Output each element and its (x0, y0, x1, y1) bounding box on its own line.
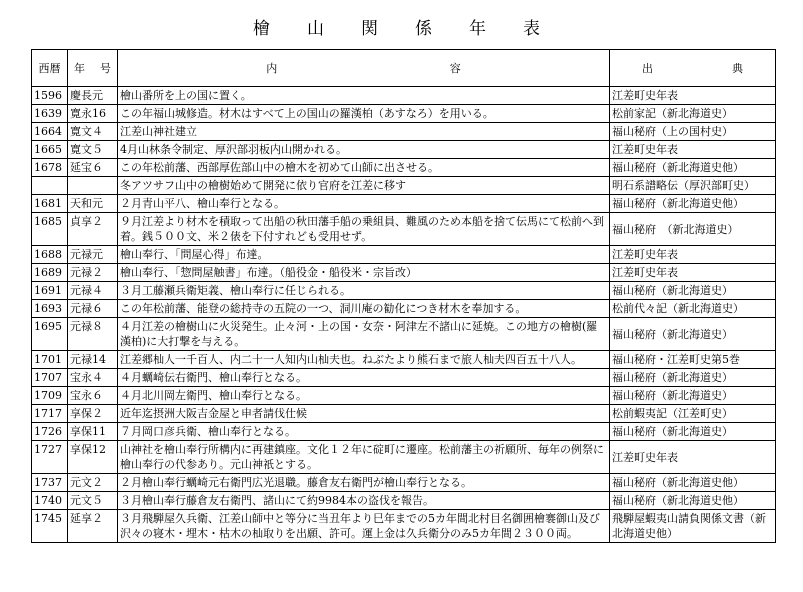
row-content: ２月檜山奉行蠣崎元右衛門広光退職。藤倉友右衛門が檜山奉行となる。 (118, 474, 610, 492)
header-content (118, 50, 610, 87)
row-year: 1693 (32, 300, 68, 318)
row-source: 福山秘府（新北海道史他） (610, 195, 776, 213)
table-row (32, 492, 776, 510)
row-content: ３月工藤瀬兵衛矩義、檜山奉行に任じられる。 (118, 282, 610, 300)
row-year: 1691 (32, 282, 68, 300)
table-row (32, 87, 776, 105)
row-source: 江差町史年表 (610, 246, 776, 264)
row-year: 1726 (32, 423, 68, 441)
row-era: 元禄８ (68, 318, 118, 351)
row-content: 近年迄摂洲大阪吉金屋と申者請伐仕候 (118, 405, 610, 423)
row-era: 天和元 (68, 195, 118, 213)
row-content: この年福山城修造。材木はすべて上の国山の羅漢柏（あすなろ）を用いる。 (118, 105, 610, 123)
table-row (32, 405, 776, 423)
row-content: 江差山神社建立 (118, 123, 610, 141)
row-content: ４月北川岡左衛門、檜山奉行となる。 (118, 387, 610, 405)
row-year: 1740 (32, 492, 68, 510)
row-year: 1596 (32, 87, 68, 105)
row-content: 冬アツサフ山中の檜樹始めて開発に依り官府を江差に移す (118, 177, 610, 195)
table-row (32, 159, 776, 177)
row-year: 1678 (32, 159, 68, 177)
row-content: ３月檜山奉行藤倉友右衛門、諸山にて約9984本の盗伐を報告。 (118, 492, 610, 510)
row-content: ４月蠣崎伝右衛門、檜山奉行となる。 (118, 369, 610, 387)
row-year: 1681 (32, 195, 68, 213)
row-source: 明石系譜略伝（厚沢部町史） (610, 177, 776, 195)
row-source: 福山秘府（新北海道史） (610, 318, 776, 351)
row-content: 山神社を檜山奉行所構内に再建鎮座。文化１２年に碇町に遷座。松前藩主の祈願所、毎年の例祭に檜山奉行の代参あり。元山神祇とする。 (118, 441, 610, 474)
row-year: 1717 (32, 405, 68, 423)
row-source: 福山秘府（新北海道史） (610, 369, 776, 387)
table-row (32, 318, 776, 351)
row-source: 福山秘府（新北海道史） (610, 423, 776, 441)
header-era-a: 年 (74, 61, 85, 75)
row-era: 寛文５ (68, 141, 118, 159)
row-source: 松前家記（新北海道史） (610, 105, 776, 123)
table-row (32, 351, 776, 369)
table-row (32, 441, 776, 474)
row-source: 江差町史年表 (610, 264, 776, 282)
table-row (32, 300, 776, 318)
row-source: 飛騨屋蝦夷山請負関係文書（新北海道史他） (610, 510, 776, 543)
table-row (32, 123, 776, 141)
row-era (68, 177, 118, 195)
row-era: 延享２ (68, 510, 118, 543)
row-content: 4月山林条令制定、厚沢部羽板内山開かれる。 (118, 141, 610, 159)
row-source: 江差町史年表 (610, 441, 776, 474)
row-content: ７月岡口彦兵衛、檜山奉行となる。 (118, 423, 610, 441)
row-era: 延宝６ (68, 159, 118, 177)
row-year: 1737 (32, 474, 68, 492)
chronology-table (31, 49, 776, 543)
row-source: 福山秘府（新北海道史） (610, 282, 776, 300)
row-year: 1689 (32, 264, 68, 282)
row-era: 元禄４ (68, 282, 118, 300)
row-year: 1695 (32, 318, 68, 351)
table-row (32, 195, 776, 213)
row-era: 貞享２ (68, 213, 118, 246)
row-source: 江差町史年表 (610, 141, 776, 159)
header-content-a: 内 (266, 61, 278, 75)
row-content: 江差郷杣人一千百人、内二十一人知内山杣夫也。ねぶたより熊石まで旅人杣夫四百五十八人。 (118, 351, 610, 369)
row-year: 1707 (32, 369, 68, 387)
row-source: 松前代々記（新北海道史） (610, 300, 776, 318)
row-year: 1665 (32, 141, 68, 159)
table-row (32, 474, 776, 492)
row-content: ３月飛騨屋久兵衛、江差山師中と等分に当丑年より巳年までの5カ年間北村目名御囲檜褰御山及び沢々の寝木・埋木・枯木の杣取りを出願、許可。運上金は久兵衛分のみ5カ年間２３００両。 (118, 510, 610, 543)
row-source: 福山秘府（新北海道史） (610, 387, 776, 405)
table-row (32, 246, 776, 264)
page-title: 檜 山 関 係 年 表 (253, 19, 550, 39)
row-era: 寛文４ (68, 123, 118, 141)
row-era: 慶長元 (68, 87, 118, 105)
row-era: 元文２ (68, 474, 118, 492)
row-era: 宝永６ (68, 387, 118, 405)
row-year: 1745 (32, 510, 68, 543)
row-source: 松前蝦夷記（江差町史） (610, 405, 776, 423)
header-source-b: 典 (732, 61, 743, 75)
header-source-a: 出 (642, 61, 653, 75)
row-year: 1701 (32, 351, 68, 369)
row-era: 元禄６ (68, 300, 118, 318)
table-row (32, 177, 776, 195)
row-year: 1688 (32, 246, 68, 264)
header-row (32, 50, 776, 87)
row-source: 福山秘府（新北海道史他） (610, 492, 776, 510)
row-source: 福山秘府 （新北海道史） (610, 213, 776, 246)
row-content: この年松前藩、西部厚佐部山中の檜木を初めて山師に出させる。 (118, 159, 610, 177)
table-row (32, 423, 776, 441)
table-row (32, 282, 776, 300)
row-era: 宝永４ (68, 369, 118, 387)
row-year: 1685 (32, 213, 68, 246)
row-content: 檜山奉行、「惣問屋触書」布達。（船役金・船役米・宗旨改） (118, 264, 610, 282)
row-era: 元文５ (68, 492, 118, 510)
table-row (32, 213, 776, 246)
row-era: 寛永16 (68, 105, 118, 123)
row-content: ９月江差より材木を積取って出船の秋田藩手船の乗組員、難風のため本船を捨て伝馬にて松前へ到着。銭５００文、米２俵を下付すれども受用せず。 (118, 213, 610, 246)
row-year: 1664 (32, 123, 68, 141)
row-era: 享保２ (68, 405, 118, 423)
table-row (32, 387, 776, 405)
row-year: 1639 (32, 105, 68, 123)
table-row (32, 510, 776, 543)
row-content: この年松前藩、能登の総持寺の五院の一つ、洞川庵の勧化につき材木を奉加する。 (118, 300, 610, 318)
row-source: 福山秘府（新北海道史他） (610, 159, 776, 177)
table-row (32, 264, 776, 282)
row-source: 江差町史年表 (610, 87, 776, 105)
table-row (32, 369, 776, 387)
row-year: 1727 (32, 441, 68, 474)
row-era: 元禄元 (68, 246, 118, 264)
row-content: 檜山番所を上の国に置く。 (118, 87, 610, 105)
row-content: ２月青山平八、檜山奉行となる。 (118, 195, 610, 213)
row-era: 享保12 (68, 441, 118, 474)
header-era-b: 号 (100, 61, 111, 75)
table-row (32, 105, 776, 123)
row-content: 檜山奉行、「問屋心得」布達。 (118, 246, 610, 264)
row-source: 福山秘府・江差町史第5巻 (610, 351, 776, 369)
row-source: 福山秘府（上の国村史） (610, 123, 776, 141)
header-content-b: 容 (449, 61, 461, 75)
header-source (610, 50, 776, 87)
row-era: 享保11 (68, 423, 118, 441)
header-year: 西暦 (32, 50, 68, 87)
row-era: 元禄２ (68, 264, 118, 282)
row-content: ４月江差の檜樹山に火災発生。止々河・上の国・女奈・阿津左不諸山に延焼。この地方の檜樹(羅漢柏)に大打撃を与える。 (118, 318, 610, 351)
row-era: 元禄14 (68, 351, 118, 369)
row-year: 1709 (32, 387, 68, 405)
row-source: 福山秘府（新北海道史他） (610, 474, 776, 492)
row-year (32, 177, 68, 195)
header-era (68, 50, 118, 87)
table-row (32, 141, 776, 159)
